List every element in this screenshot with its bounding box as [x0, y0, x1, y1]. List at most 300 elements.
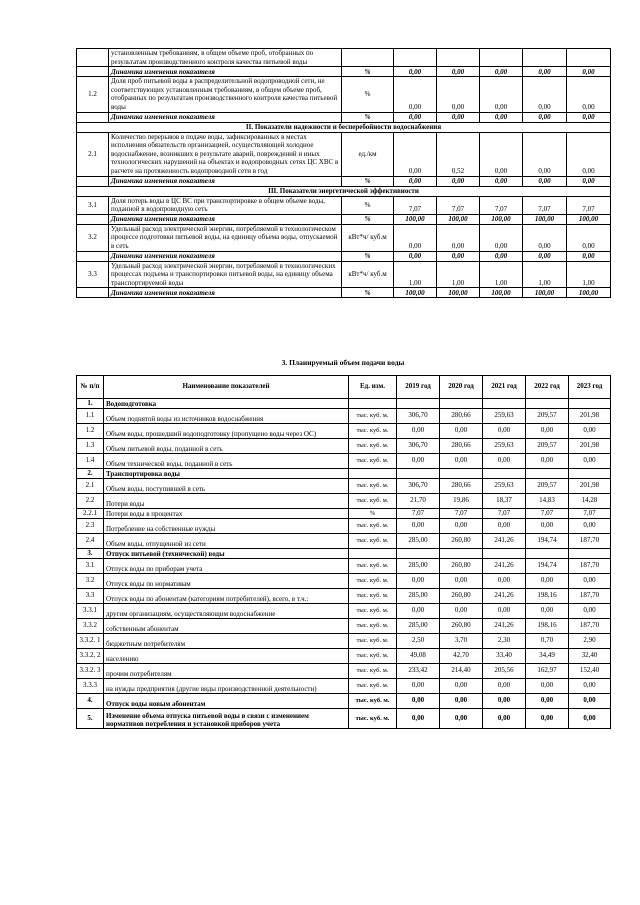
- header-year: 2019 год: [397, 376, 440, 399]
- table-row: [77, 509, 611, 519]
- value-cell: 18,37: [483, 494, 526, 509]
- value-cell: 0,00: [394, 67, 437, 77]
- value-cell: 152,40: [569, 664, 611, 679]
- table-row: [77, 409, 611, 424]
- value-cell: 0,00: [567, 132, 611, 176]
- value-cell: 0,00: [526, 454, 569, 469]
- value-cell: 0,00: [569, 454, 611, 469]
- row-number: 3.3: [77, 261, 109, 288]
- value-cell: 198,16: [526, 619, 569, 634]
- indicator-name: Потребление на собственные нужды: [104, 519, 349, 534]
- indicator-name: Доля потерь воды в ЦС ВС при транспортировке в общем объеме воды, поданной в водопроводную сеть: [109, 196, 342, 214]
- value-cell: 14,28: [569, 494, 611, 509]
- indicator-row: [77, 196, 611, 214]
- value-cell: [480, 49, 523, 67]
- value-cell: 0,00: [526, 519, 569, 534]
- value-cell: 241,26: [483, 559, 526, 574]
- header-year: 2022 год: [526, 376, 569, 399]
- value-cell: 2,90: [569, 634, 611, 649]
- value-cell: 260,80: [440, 534, 483, 549]
- unit-cell: тыс. куб. м.: [349, 519, 397, 534]
- value-cell: 100,00: [567, 214, 611, 224]
- indicators-table: [76, 48, 611, 298]
- value-cell: 201,98: [569, 439, 611, 454]
- value-cell: 42,70: [440, 649, 483, 664]
- value-cell: 198,16: [526, 589, 569, 604]
- value-cell: 0,00: [483, 519, 526, 534]
- value-cell: 187,70: [569, 589, 611, 604]
- indicator-name: Объем питьевой воды, поданной в сеть: [104, 439, 349, 454]
- table-row: [77, 619, 611, 634]
- value-cell: 241,26: [483, 589, 526, 604]
- value-cell: 0,00: [480, 67, 523, 77]
- section-row: [77, 186, 611, 196]
- indicator-name: Количество перерывов в подаче воды, зафиксированных в местах исполнения обязательств организацией, осуществляющей холодное водоснабжение, возникших в результате аварий, повреждений и иных технологических нарушений на объектах и водопроводных сетях ЦС ХВС в расчете на протяженность водопроводной сети в год: [109, 132, 342, 176]
- header-num: № п/п: [77, 376, 104, 399]
- dynamics-row: [77, 214, 611, 224]
- indicator-name: Объем воды, прошедший водоподготовку (пропущено воды через ОС): [104, 424, 349, 439]
- value-cell: 0,00: [394, 176, 437, 186]
- value-cell: 0,00: [523, 224, 567, 251]
- indicator-row: [77, 49, 611, 67]
- row-number: [77, 176, 109, 186]
- value-cell: 306,70: [397, 409, 440, 424]
- table-row: [77, 634, 611, 649]
- value-cell: 306,70: [397, 479, 440, 494]
- header-name: Наименование показателей: [104, 376, 349, 399]
- value-cell: 260,80: [440, 619, 483, 634]
- value-cell: 0,00: [394, 132, 437, 176]
- unit-cell: тыс. куб. м.: [349, 424, 397, 439]
- value-cell: 214,40: [440, 664, 483, 679]
- indicator-name: установленным требованиям, в общем объеме проб, отобранных по результатам производственного контроля качества питьевой воды: [109, 49, 342, 67]
- row-number: 3.1: [77, 559, 104, 574]
- table-row: [77, 424, 611, 439]
- value-cell: 0,00: [397, 454, 440, 469]
- unit-cell: тыс. куб. м.: [349, 559, 397, 574]
- value-cell: 201,98: [569, 479, 611, 494]
- value-cell: [483, 549, 526, 559]
- value-cell: 33,40: [483, 649, 526, 664]
- unit-cell: тыс. куб. м.: [349, 634, 397, 649]
- value-cell: 0,00: [569, 604, 611, 619]
- value-cell: [523, 49, 567, 67]
- value-cell: 209,57: [526, 439, 569, 454]
- indicator-name: Потери воды: [104, 494, 349, 509]
- unit-cell: тыс. куб. м.: [349, 454, 397, 469]
- value-cell: 7,07: [567, 196, 611, 214]
- value-cell: 0,00: [523, 67, 567, 77]
- unit-cell: %: [342, 77, 394, 112]
- row-number: 2.4: [77, 534, 104, 549]
- row-number: 3.3.3: [77, 679, 104, 694]
- indicator-name: бюджетным потребителям: [104, 634, 349, 649]
- dynamics-row: [77, 288, 611, 298]
- row-number: 3.3.2: [77, 619, 104, 634]
- dynamics-row: [77, 112, 611, 122]
- section-row: [77, 122, 611, 132]
- unit-cell: [349, 399, 397, 409]
- value-cell: [526, 549, 569, 559]
- indicator-name: Отпуск воды по приборам учета: [104, 559, 349, 574]
- indicator-row: [77, 261, 611, 288]
- value-cell: 0,00: [440, 454, 483, 469]
- value-cell: [569, 469, 611, 479]
- value-cell: 0,00: [397, 694, 440, 709]
- value-cell: 260,80: [440, 589, 483, 604]
- value-cell: 0,00: [523, 77, 567, 112]
- header-year: 2021 год: [483, 376, 526, 399]
- header-year: 2020 год: [440, 376, 483, 399]
- value-cell: 100,00: [523, 214, 567, 224]
- row-number: 2.: [77, 469, 104, 479]
- value-cell: 0,00: [397, 709, 440, 729]
- unit-cell: [342, 49, 394, 67]
- value-cell: 0,00: [569, 519, 611, 534]
- value-cell: 0,00: [437, 77, 480, 112]
- value-cell: [567, 49, 611, 67]
- unit-cell: тыс. куб. м.: [349, 494, 397, 509]
- unit-cell: %: [342, 67, 394, 77]
- value-cell: 34,49: [526, 649, 569, 664]
- row-number: [77, 214, 109, 224]
- value-cell: 0,00: [483, 424, 526, 439]
- value-cell: 280,66: [440, 439, 483, 454]
- value-cell: 0,00: [440, 709, 483, 729]
- value-cell: 19,86: [440, 494, 483, 509]
- value-cell: 0,00: [483, 454, 526, 469]
- value-cell: 0,00: [567, 251, 611, 261]
- value-cell: 209,57: [526, 409, 569, 424]
- indicator-name: Объем воды, отпущенной из сети: [104, 534, 349, 549]
- value-cell: 0,00: [397, 604, 440, 619]
- indicator-name: Динамика изменения показателя: [109, 67, 342, 77]
- group-row: [77, 399, 611, 409]
- unit-cell: %: [349, 509, 397, 519]
- row-number: 3.: [77, 549, 104, 559]
- unit-cell: тыс. куб. м.: [349, 604, 397, 619]
- row-number: 3.3.2. 1: [77, 634, 104, 649]
- value-cell: 21,70: [397, 494, 440, 509]
- indicator-name: на нужды предприятия (другие виды производственной деятельности): [104, 679, 349, 694]
- unit-cell: тыс. куб. м.: [349, 409, 397, 424]
- value-cell: 0,00: [440, 519, 483, 534]
- value-cell: 187,70: [569, 559, 611, 574]
- row-number: 4.: [77, 694, 104, 709]
- value-cell: 0,00: [523, 132, 567, 176]
- value-cell: [483, 399, 526, 409]
- value-cell: 0,00: [569, 574, 611, 589]
- value-cell: 0,00: [397, 574, 440, 589]
- value-cell: 0,00: [480, 176, 523, 186]
- indicator-name: другим организациям, осуществляющим водоснабжение: [104, 604, 349, 619]
- value-cell: 1,00: [480, 261, 523, 288]
- value-cell: 7,07: [437, 196, 480, 214]
- row-number: 3.3.2. 2: [77, 649, 104, 664]
- value-cell: 100,00: [437, 288, 480, 298]
- group-row: [77, 549, 611, 559]
- value-cell: 0,00: [397, 519, 440, 534]
- indicator-name: Динамика изменения показателя: [109, 176, 342, 186]
- value-cell: 7,07: [483, 509, 526, 519]
- value-cell: [440, 469, 483, 479]
- unit-cell: %: [342, 288, 394, 298]
- value-cell: 0,00: [394, 112, 437, 122]
- value-cell: 0,00: [483, 604, 526, 619]
- value-cell: 0,70: [526, 634, 569, 649]
- value-cell: 7,07: [397, 509, 440, 519]
- value-cell: 0,00: [569, 694, 611, 709]
- unit-cell: [349, 549, 397, 559]
- row-number: [77, 288, 109, 298]
- value-cell: 100,00: [394, 214, 437, 224]
- value-cell: 187,70: [569, 534, 611, 549]
- value-cell: 0,00: [526, 574, 569, 589]
- indicator-name: Отпуск воды по нормативам: [104, 574, 349, 589]
- unit-cell: %: [342, 112, 394, 122]
- value-cell: 0,00: [440, 574, 483, 589]
- table-row: [77, 589, 611, 604]
- value-cell: 241,26: [483, 534, 526, 549]
- value-cell: 285,00: [397, 534, 440, 549]
- unit-cell: тыс. куб. м.: [349, 709, 397, 729]
- value-cell: 0,00: [567, 224, 611, 251]
- indicator-name: Динамика изменения показателя: [109, 214, 342, 224]
- table-row: [77, 709, 611, 729]
- table-row: [77, 494, 611, 509]
- indicator-name: Изменение объема отпуска питьевой воды в связи с изменением нормативов потребления и установкой приборов учета: [104, 709, 349, 729]
- group-row: [77, 469, 611, 479]
- value-cell: [526, 399, 569, 409]
- table-row: [77, 559, 611, 574]
- table-row: [77, 534, 611, 549]
- value-cell: 0,00: [483, 709, 526, 729]
- value-cell: 0,00: [483, 574, 526, 589]
- value-cell: [437, 49, 480, 67]
- value-cell: 259,63: [483, 409, 526, 424]
- indicator-name: Отпуск питьевой (технической) воды: [104, 549, 349, 559]
- value-cell: 0,00: [526, 604, 569, 619]
- value-cell: 0,52: [437, 132, 480, 176]
- header-row: [77, 376, 611, 399]
- value-cell: 0,00: [480, 132, 523, 176]
- table-row: [77, 604, 611, 619]
- value-cell: 0,00: [523, 112, 567, 122]
- value-cell: 260,80: [440, 559, 483, 574]
- indicator-name: Динамика изменения показателя: [109, 112, 342, 122]
- row-number: 5.: [77, 709, 104, 729]
- dynamics-row: [77, 67, 611, 77]
- value-cell: 14,83: [526, 494, 569, 509]
- value-cell: 0,00: [394, 251, 437, 261]
- unit-cell: тыс. куб. м.: [349, 574, 397, 589]
- row-number: 3.3: [77, 589, 104, 604]
- value-cell: 0,00: [437, 251, 480, 261]
- section-3-title: 3. Планируемый объем подачи воды: [281, 358, 405, 367]
- unit-cell: [349, 469, 397, 479]
- unit-cell: ед./км: [342, 132, 394, 176]
- value-cell: 0,00: [567, 77, 611, 112]
- value-cell: 0,00: [483, 679, 526, 694]
- value-cell: 0,00: [397, 679, 440, 694]
- value-cell: 0,00: [483, 694, 526, 709]
- value-cell: 0,00: [440, 424, 483, 439]
- value-cell: 285,00: [397, 559, 440, 574]
- value-cell: 0,00: [569, 679, 611, 694]
- value-cell: 1,00: [394, 261, 437, 288]
- value-cell: 7,07: [569, 509, 611, 519]
- value-cell: 194,74: [526, 559, 569, 574]
- unit-cell: тыс. куб. м.: [349, 439, 397, 454]
- value-cell: [526, 469, 569, 479]
- row-number: 1.2: [77, 77, 109, 112]
- indicator-row: [77, 132, 611, 176]
- value-cell: 0,00: [569, 709, 611, 729]
- value-cell: 100,00: [394, 288, 437, 298]
- indicator-name: Доля проб питьевой воды в распределительной водопроводной сети, не соответствующих установленным требованиям, в общем объеме проб, отобранных по результатам производственного контроля качества питьевой воды: [109, 77, 342, 112]
- value-cell: 0,00: [480, 251, 523, 261]
- unit-cell: кВт*ч/ куб.м: [342, 224, 394, 251]
- value-cell: 0,00: [526, 709, 569, 729]
- row-number: 1.3: [77, 439, 104, 454]
- value-cell: 0,00: [394, 224, 437, 251]
- unit-cell: %: [342, 214, 394, 224]
- value-cell: 205,56: [483, 664, 526, 679]
- row-number: 3.3.1: [77, 604, 104, 619]
- unit-cell: тыс. куб. м.: [349, 619, 397, 634]
- dynamics-row: [77, 176, 611, 186]
- indicator-name: прочим потребителям: [104, 664, 349, 679]
- unit-cell: %: [342, 196, 394, 214]
- value-cell: 0,00: [526, 679, 569, 694]
- value-cell: 0,00: [523, 176, 567, 186]
- value-cell: 259,63: [483, 479, 526, 494]
- table-row: [77, 519, 611, 534]
- table-row: [77, 649, 611, 664]
- value-cell: [483, 469, 526, 479]
- row-number: 2.2: [77, 494, 104, 509]
- indicator-name: Объем поднятой воды из источников водоснабжения: [104, 409, 349, 424]
- indicator-name: Динамика изменения показателя: [109, 251, 342, 261]
- value-cell: [569, 399, 611, 409]
- value-cell: 233,42: [397, 664, 440, 679]
- indicator-name: Транспортировка воды: [104, 469, 349, 479]
- value-cell: 7,07: [394, 196, 437, 214]
- value-cell: 100,00: [523, 288, 567, 298]
- value-cell: 0,00: [437, 67, 480, 77]
- value-cell: 0,00: [567, 67, 611, 77]
- table-row: [77, 454, 611, 469]
- value-cell: 0,00: [567, 112, 611, 122]
- unit-cell: %: [342, 251, 394, 261]
- indicator-row: [77, 224, 611, 251]
- unit-cell: %: [342, 176, 394, 186]
- table-row: [77, 574, 611, 589]
- value-cell: 1,00: [437, 261, 480, 288]
- value-cell: 0,00: [440, 679, 483, 694]
- row-number: 3.3.2. 3: [77, 664, 104, 679]
- value-cell: 0,00: [437, 224, 480, 251]
- table-row: [77, 679, 611, 694]
- value-cell: 285,00: [397, 619, 440, 634]
- row-number: [77, 251, 109, 261]
- value-cell: 0,00: [480, 224, 523, 251]
- unit-cell: кВт*ч/ куб.м: [342, 261, 394, 288]
- value-cell: [397, 399, 440, 409]
- section-heading: III. Показатели энергетической эффективности: [77, 186, 611, 196]
- table-row: [77, 439, 611, 454]
- value-cell: 32,40: [569, 649, 611, 664]
- row-number: 3.1: [77, 196, 109, 214]
- value-cell: 100,00: [480, 288, 523, 298]
- value-cell: [440, 399, 483, 409]
- indicator-name: Удельный расход электрической энергии, потребляемой в технологическом процессе подготовки питьевой воды, на единицу объема воды, отпускаемой в сеть: [109, 224, 342, 251]
- row-number: 2.3: [77, 519, 104, 534]
- value-cell: 3,70: [440, 634, 483, 649]
- row-number: 2.1: [77, 132, 109, 176]
- value-cell: 7,07: [440, 509, 483, 519]
- value-cell: 0,00: [523, 251, 567, 261]
- value-cell: 241,26: [483, 619, 526, 634]
- value-cell: [440, 549, 483, 559]
- unit-cell: тыс. куб. м.: [349, 589, 397, 604]
- value-cell: 100,00: [437, 214, 480, 224]
- value-cell: 0,00: [440, 604, 483, 619]
- indicator-name: Объем технической воды, поданной в сеть: [104, 454, 349, 469]
- row-number: 1.: [77, 399, 104, 409]
- value-cell: 0,00: [526, 424, 569, 439]
- water-supply-volume-table: [76, 375, 611, 729]
- indicator-row: [77, 77, 611, 112]
- value-cell: 7,07: [480, 196, 523, 214]
- value-cell: 0,00: [567, 176, 611, 186]
- value-cell: 1,00: [567, 261, 611, 288]
- row-number: 3.2: [77, 574, 104, 589]
- indicator-name: Объем воды, поступившей в сеть: [104, 479, 349, 494]
- unit-cell: тыс. куб. м.: [349, 664, 397, 679]
- value-cell: 0,00: [437, 176, 480, 186]
- value-cell: 162,97: [526, 664, 569, 679]
- row-number: 2.2.1: [77, 509, 104, 519]
- value-cell: 49,08: [397, 649, 440, 664]
- value-cell: 0,00: [480, 112, 523, 122]
- indicator-name: Водоподготовка: [104, 399, 349, 409]
- row-number: [77, 67, 109, 77]
- value-cell: 187,70: [569, 619, 611, 634]
- row-number: 1.2: [77, 424, 104, 439]
- value-cell: 7,07: [523, 196, 567, 214]
- unit-cell: тыс. куб. м.: [349, 479, 397, 494]
- section-heading: II. Показатели надежности и бесперебойности водоснабжения: [77, 122, 611, 132]
- value-cell: 100,00: [567, 288, 611, 298]
- unit-cell: тыс. куб. м.: [349, 649, 397, 664]
- table-row: [77, 694, 611, 709]
- value-cell: 0,00: [480, 77, 523, 112]
- value-cell: 2,50: [397, 634, 440, 649]
- indicator-name: населению: [104, 649, 349, 664]
- row-number: 1.1: [77, 409, 104, 424]
- unit-cell: тыс. куб. м.: [349, 694, 397, 709]
- table-row: [77, 664, 611, 679]
- row-number: [77, 112, 109, 122]
- value-cell: [569, 549, 611, 559]
- value-cell: 0,00: [526, 694, 569, 709]
- value-cell: 201,98: [569, 409, 611, 424]
- dynamics-row: [77, 251, 611, 261]
- indicator-name: Динамика изменения показателя: [109, 288, 342, 298]
- row-number: 2.1: [77, 479, 104, 494]
- value-cell: 209,57: [526, 479, 569, 494]
